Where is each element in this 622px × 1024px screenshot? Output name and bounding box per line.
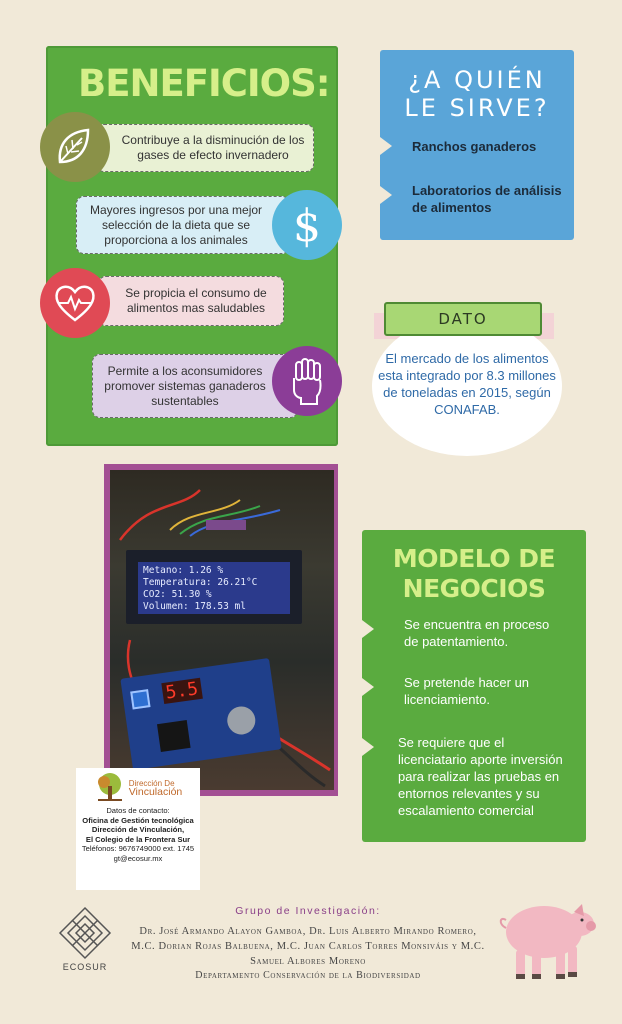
contact-line-2: Dirección de Vinculación,: [91, 825, 185, 834]
dato-label: DATO: [384, 302, 542, 336]
logo-line-1: Dirección De: [128, 778, 175, 788]
beneficio-text-1: Contribuye a la disminución de los gases de efecto invernadero: [121, 133, 305, 162]
modelo-title-line2: NEGOCIOS: [402, 574, 546, 603]
lcd-line-4: Volumen: 178.53 ml: [143, 601, 246, 612]
sirve-item-1: Ranchos ganaderos: [412, 139, 537, 154]
modelo-item-1: Se encuentra en proceso de patentamiento.: [404, 617, 550, 649]
contact-line-1: Oficina de Gestión tecnológica: [82, 815, 194, 825]
grupo-names: Dr. José Armando Alayon Gamboa, Dr. Luis Alberto Mirando Romero, M.C. Dorian Rojas Balbuena, M.C. Juan Carlos Torres Monsiváis y M.C. Samuel Albores Moreno: [131, 926, 485, 967]
lcd-line-3: CO2: 51.30 %: [143, 589, 212, 600]
beneficio-card-1: [96, 124, 314, 172]
raised-fist-icon: [272, 346, 342, 416]
beneficio-card-4: [92, 354, 298, 418]
lcd-screen: [138, 562, 290, 614]
lcd-line-1: Metano: 1.26 %: [143, 565, 224, 576]
logo-line-2: Vinculación: [128, 786, 183, 798]
svg-text:$: $: [293, 201, 321, 249]
beneficio-text-2: Mayores ingresos por una mejor selección de la dieta que se proporciona a los animales: [89, 202, 263, 247]
pig-icon: [496, 890, 596, 984]
modelo-item-3: Se requiere que el licenciatario aporte inversión para realizar las pruebas en entornos relevantes y su escalamiento comercial: [398, 735, 563, 818]
ecosur-logo-icon: [58, 906, 112, 962]
modelo-title-line1: MODELO DE: [392, 544, 556, 573]
capacitor: [225, 705, 257, 737]
sirve-title-line1: ¿A QUIÉN: [408, 66, 546, 94]
beneficio-text-4: Permite a los aconsumidores promover sistemas ganaderos sustentables: [104, 363, 266, 408]
grupo-title: Grupo de Investigación:: [235, 905, 381, 917]
modelo-arrow-3: [362, 738, 374, 756]
contact-phone: Teléfonos: 9676749000 ext. 1745: [81, 844, 195, 853]
modelo-title: [366, 544, 582, 604]
inductor: [157, 720, 191, 752]
beneficio-card-3: [98, 276, 284, 326]
leaf-icon: [40, 112, 110, 182]
heart-pulse-icon: [40, 268, 110, 338]
contact-card: [76, 768, 200, 890]
sirve-arrow-2: [380, 186, 392, 204]
sirve-item-2: Laboratorios de análisis de alimentos: [412, 183, 562, 215]
modelo-item-2: Se pretende hacer un licenciamiento.: [404, 675, 530, 707]
contact-line-3: El Colegio de la Frontera Sur: [85, 834, 191, 844]
modelo-arrow-2: [362, 678, 374, 696]
sirve-title: [380, 66, 574, 122]
money-icon: [272, 190, 342, 260]
contact-email[interactable]: gt@ecosur.mx: [113, 853, 163, 863]
sirve-title-line2: LE SIRVE?: [404, 94, 550, 122]
ecosur-label: ECOSUR: [62, 962, 108, 972]
beneficio-text-3: Se propicia el consumo de alimentos mas saludables: [125, 286, 267, 315]
tree-logo-icon: [94, 772, 126, 804]
beneficio-card-2: [76, 196, 290, 254]
dato-text: El mercado de los alimentos esta integrado por 8.3 millones de toneladas en 2015, según CONAFAB.: [378, 351, 556, 417]
modelo-arrow-1: [362, 620, 374, 638]
potentiometer: [130, 689, 150, 709]
seven-segment-display: 5.5: [161, 678, 202, 704]
lcd-line-2: Temperatura: 26.21°C: [143, 577, 258, 588]
beneficios-title: BENEFICIOS:: [78, 62, 330, 105]
sirve-arrow-1: [380, 137, 392, 155]
contact-heading: Datos de contacto:: [106, 806, 170, 815]
departamento: Departamento Conservación de la Biodiversidad: [195, 970, 421, 981]
